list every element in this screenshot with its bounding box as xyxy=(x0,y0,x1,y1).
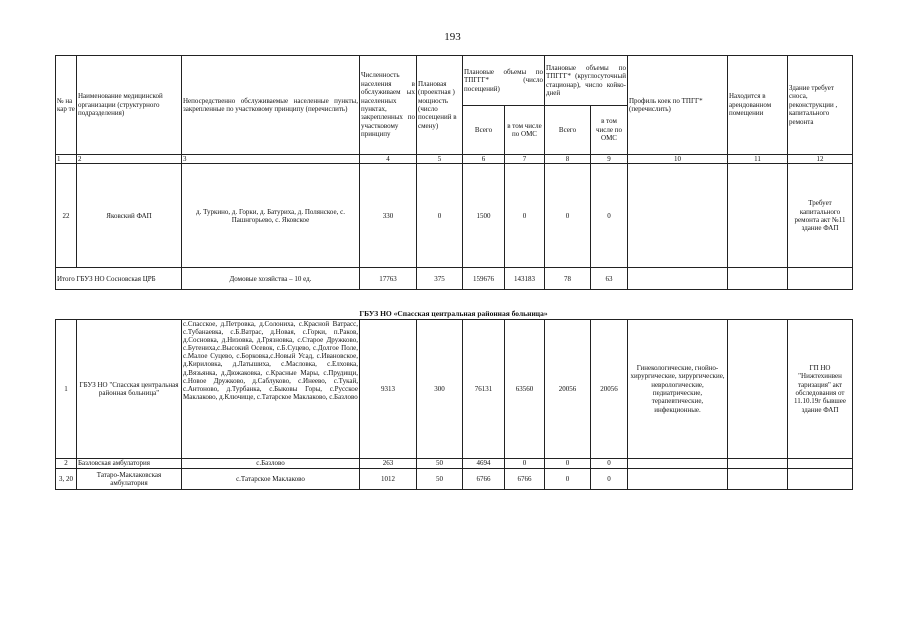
visits-oms: 0 xyxy=(505,459,545,469)
empty-cell xyxy=(788,469,853,490)
table-row xyxy=(56,164,853,268)
total-population: 17763 xyxy=(360,268,417,290)
days-oms: 0 xyxy=(591,459,628,469)
days-oms: 0 xyxy=(591,164,628,268)
header-col-bed-days: Плановые объемы по ТПГГГ* (круглосуточный стационар), число койко-дней xyxy=(545,56,628,106)
table-row xyxy=(56,320,853,459)
header-col-org-name: Наименование медицинской организации (структурного подразделения) xyxy=(77,56,182,155)
bed-profile: Гинекологические, гнойно-хирургические, хирургические, неврологические, педиатрические, терапевтические, инфекционные. xyxy=(628,320,728,459)
table-row xyxy=(56,469,853,490)
header-visits-oms: в том числе по ОМС xyxy=(505,106,545,155)
total-row xyxy=(56,268,853,290)
table-row xyxy=(56,459,853,469)
total-visits: 159676 xyxy=(463,268,505,290)
empty-cell xyxy=(728,459,788,469)
col-num: 10 xyxy=(628,155,728,164)
col-num: 11 xyxy=(728,155,788,164)
column-numbers-row xyxy=(56,155,853,164)
org-name: Татаро-Маклаковская амбулатория xyxy=(77,469,182,490)
capacity: 0 xyxy=(417,164,463,268)
col-num: 4 xyxy=(360,155,417,164)
population: 330 xyxy=(360,164,417,268)
header-col-rented: Находится в арендованном помещении xyxy=(728,56,788,155)
visits-oms: 6766 xyxy=(505,469,545,490)
days-total: 0 xyxy=(545,459,591,469)
empty-cell xyxy=(628,469,728,490)
header-col-capacity: Плановая (проектная ) мощность (число посещений в смену) xyxy=(417,56,463,155)
facilities-table-sosnovskaya xyxy=(55,55,853,290)
total-days-oms: 63 xyxy=(591,268,628,290)
empty-cell xyxy=(628,459,728,469)
col-num: 2 xyxy=(77,155,182,164)
empty-cell xyxy=(788,459,853,469)
header-col-population: Численность населения в обслуживаем ых населенных пунктах, закрепленных по участковому принципу xyxy=(360,56,417,155)
rented xyxy=(728,320,788,459)
col-num: 5 xyxy=(417,155,463,164)
col-num: 7 xyxy=(505,155,545,164)
col-num: 12 xyxy=(788,155,853,164)
header-col-repair: Здание требует сноса, реконструкции , капитального ремонта xyxy=(788,56,853,155)
header-col-number: № на кар те xyxy=(56,56,77,155)
places-list: с.Спасское, д.Петровка, д.Солониха, с.Красной Ватрасс, с.Тубанаевка, с.Б.Ватрас, д.Новая, с.Горки, п.Раков, д.Сосновка, д.Низовка, д.Грязновка, с.Старое Дружково, с.Бутениха,с.Высокий Осевок, с.Б.Суцево, с.Долгое Поле, с.Малое Суцево, с.Борковка,с.Новый Усад, с.Ивановское, д.Кириловка, д.Латышиха, с.Масловка, с.Елховка, д.Вязьянка, д.Дюжаковка, с.Красные Мары, с.Прудищи, с.Новое Дружково, д.Саблуково, с.Инеево, с.Тукай, с.Антоново, д.Турбанка, с.Быковы Горы, с.Русское Маклаково, д.Ключище, с.Татарское Маклаково, с.Базлово xyxy=(182,320,360,459)
total-capacity: 375 xyxy=(417,268,463,290)
rented xyxy=(728,164,788,268)
section-title: ГБУЗ НО «Спасская центральная районная больница» xyxy=(359,309,548,318)
visits-total: 4694 xyxy=(463,459,505,469)
header-col-visits: Плановые объемы по ТПГГГ* (число посещений) xyxy=(463,56,545,106)
page-number: 193 xyxy=(444,31,461,43)
header-days-total: Всего xyxy=(545,106,591,155)
population: 9313 xyxy=(360,320,417,459)
header-col-places: Непосредственно обслуживаемые населенные пункты, закрепленные по участковому принципу (перечислить) xyxy=(182,56,360,155)
col-num: 9 xyxy=(591,155,628,164)
bed-profile xyxy=(628,164,728,268)
row-number: 3, 20 xyxy=(56,469,77,490)
places-list: с.Татарское Маклаково xyxy=(182,469,360,490)
visits-total: 76131 xyxy=(463,320,505,459)
visits-oms: 0 xyxy=(505,164,545,268)
row-number: 22 xyxy=(56,164,77,268)
visits-oms: 63560 xyxy=(505,320,545,459)
capacity: 50 xyxy=(417,469,463,490)
population: 263 xyxy=(360,459,417,469)
facilities-table-spasskaya xyxy=(55,319,853,490)
total-days: 78 xyxy=(545,268,591,290)
empty-cell xyxy=(788,268,853,290)
col-num: 8 xyxy=(545,155,591,164)
visits-total: 1500 xyxy=(463,164,505,268)
empty-cell xyxy=(728,268,788,290)
empty-cell xyxy=(628,268,728,290)
row-number: 1 xyxy=(56,320,77,459)
repair-status: Требует капитального ремонта акт №11 здание ФАП xyxy=(788,164,853,268)
total-places: Домовые хозяйства – 10 ед. xyxy=(182,268,360,290)
total-label: Итого ГБУЗ НО Сосновская ЦРБ xyxy=(56,268,182,290)
header-days-oms: в том числе по ОМС xyxy=(591,106,628,155)
days-total: 0 xyxy=(545,164,591,268)
row-number: 2 xyxy=(56,459,77,469)
visits-total: 6766 xyxy=(463,469,505,490)
col-num: 3 xyxy=(182,155,360,164)
empty-cell xyxy=(728,469,788,490)
days-total: 20056 xyxy=(545,320,591,459)
days-oms: 20056 xyxy=(591,320,628,459)
org-name: Яковский ФАП xyxy=(77,164,182,268)
header-visits-total: Всего xyxy=(463,106,505,155)
total-visits-oms: 143183 xyxy=(505,268,545,290)
days-total: 0 xyxy=(545,469,591,490)
capacity: 300 xyxy=(417,320,463,459)
col-num: 6 xyxy=(463,155,505,164)
places-list: с.Базлово xyxy=(182,459,360,469)
header-col-bed-profile: Профиль коек по ТПГГ* (перечислить) xyxy=(628,56,728,155)
col-num: 1 xyxy=(56,155,77,164)
org-name: ГБУЗ НО "Спасская центральная районная больница" xyxy=(77,320,182,459)
org-name: Базловская амбулатория xyxy=(77,459,182,469)
days-oms: 0 xyxy=(591,469,628,490)
population: 1012 xyxy=(360,469,417,490)
capacity: 50 xyxy=(417,459,463,469)
repair-status: ГП НО "Нижтехинвен таризация" акт обследования от 11.10.19г бывшее здание ФАП xyxy=(788,320,853,459)
places-list: д. Туркино, д. Горки, д. Батуриха, д. Полянское, с. Пашнгорьево, с. Яковское xyxy=(182,164,360,268)
